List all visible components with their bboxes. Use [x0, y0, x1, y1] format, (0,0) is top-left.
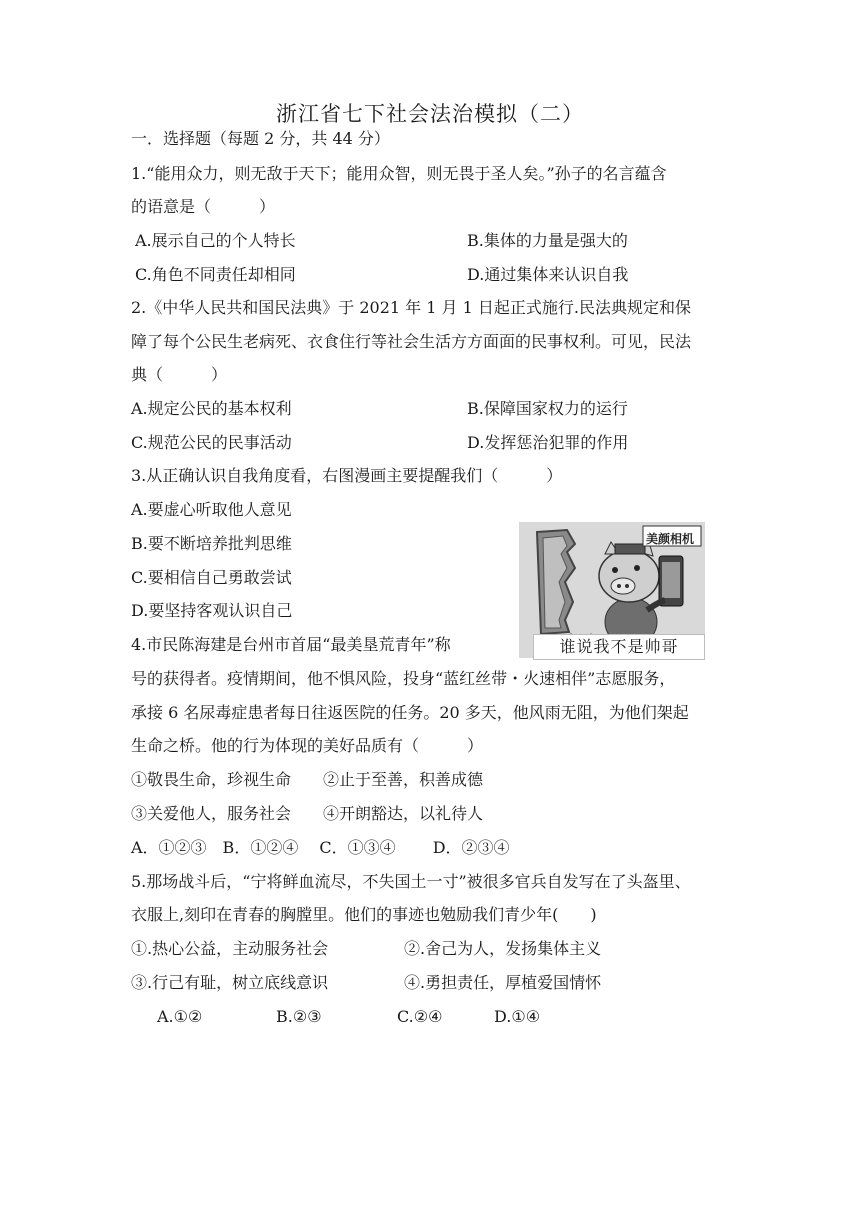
q5-option-d[interactable]: D.①④ [494, 1007, 541, 1026]
q2-option-b[interactable]: B.保障国家权力的运行 [467, 399, 628, 418]
q5-option-c[interactable]: C.②④ [397, 1007, 443, 1026]
q4-stem-line4: 生命之桥。他的行为体现的美好品质有（ ） [131, 736, 484, 755]
q5-statement-4: ④.勇担责任，厚植爱国情怀 [404, 973, 602, 992]
q1-option-d[interactable]: D.通过集体来认识自我 [467, 265, 629, 284]
q2-stem-line1: 2.《中华人民共和国民法典》于 2021 年 1 月 1 日起正式施行.民法典规定和保 [131, 298, 691, 317]
q3-option-d[interactable]: D.要坚持客观认识自己 [131, 601, 293, 620]
q4-stem-line2: 号的获得者。疫情期间，他不惧风险，投身“蓝红丝带・火速相伴”志愿服务， [131, 669, 676, 688]
q2-stem-line3: 典（ ） [131, 365, 228, 384]
q2-option-a[interactable]: A.规定公民的基本权利 [131, 399, 292, 418]
q2-option-d[interactable]: D.发挥惩治犯罪的作用 [467, 433, 629, 452]
q5-statement-2: ②.舍己为人，发扬集体主义 [404, 939, 602, 958]
q5-option-b[interactable]: B.②③ [276, 1007, 322, 1026]
q3-stem-line1: 3.从正确认识自我角度看，右图漫画主要提醒我们（ ） [131, 466, 563, 485]
q2-stem-line2: 障了每个公民生老病死、衣食住行等社会生活方方面面的民事权利。可见，民法 [131, 332, 692, 351]
section-heading: 一．选择题（每题 2 分，共 44 分） [131, 129, 390, 148]
q3-option-b[interactable]: B.要不断培养批判思维 [131, 534, 292, 553]
q4-stem-line3: 承接 6 名尿毒症患者每日往返医院的任务。20 多天，他风雨无阻，为他们架起 [131, 703, 689, 722]
q1-stem-line2: 的语意是（ ） [131, 197, 276, 216]
q1-stem-line1: 1.“能用众力，则无敌于天下；能用众智，则无畏于圣人矣。”孙子的名言蕴含 [131, 164, 667, 183]
q2-option-c[interactable]: C.规范公民的民事活动 [131, 433, 292, 452]
q4-statements-2: ③关爱他人，服务社会 ④开朗豁达，以礼待人 [131, 804, 484, 823]
camera-label: 美颜相机 [646, 532, 695, 546]
q3-option-a[interactable]: A.要虚心听取他人意见 [131, 500, 292, 519]
q5-statement-1: ①.热心公益，主动服务社会 [131, 939, 329, 958]
cartoon-caption: 谁说我不是帅哥 [533, 634, 705, 660]
q5-option-a[interactable]: A.①② [157, 1007, 203, 1026]
q4-statements-1: ①敬畏生命，珍视生命 ②止于至善，积善成德 [131, 770, 484, 789]
q5-stem-line2: 衣服上,刻印在青春的胸膛里。他们的事迹也勉励我们青少年( ) [131, 905, 597, 924]
q4-answer-options[interactable]: A．①②③ B．①②④ C．①③④ D．②③④ [131, 838, 510, 857]
q4-stem-line1: 4.市民陈海建是台州市首届“最美垦荒青年”称 [131, 635, 451, 654]
q1-option-a[interactable]: A.展示自己的个人特长 [135, 231, 296, 250]
page-title: 浙江省七下社会法治模拟（二） [276, 102, 584, 126]
q1-option-b[interactable]: B.集体的力量是强大的 [467, 231, 628, 250]
q3-option-c[interactable]: C.要相信自己勇敢尝试 [131, 568, 292, 587]
q5-stem-line1: 5.那场战斗后，“宁将鲜血流尽，不失国土一寸”被很多官兵自发写在了头盔里、 [131, 872, 691, 891]
q5-statement-3: ③.行己有耻，树立底线意识 [131, 973, 329, 992]
q1-option-c[interactable]: C.角色不同责任却相同 [135, 265, 296, 284]
